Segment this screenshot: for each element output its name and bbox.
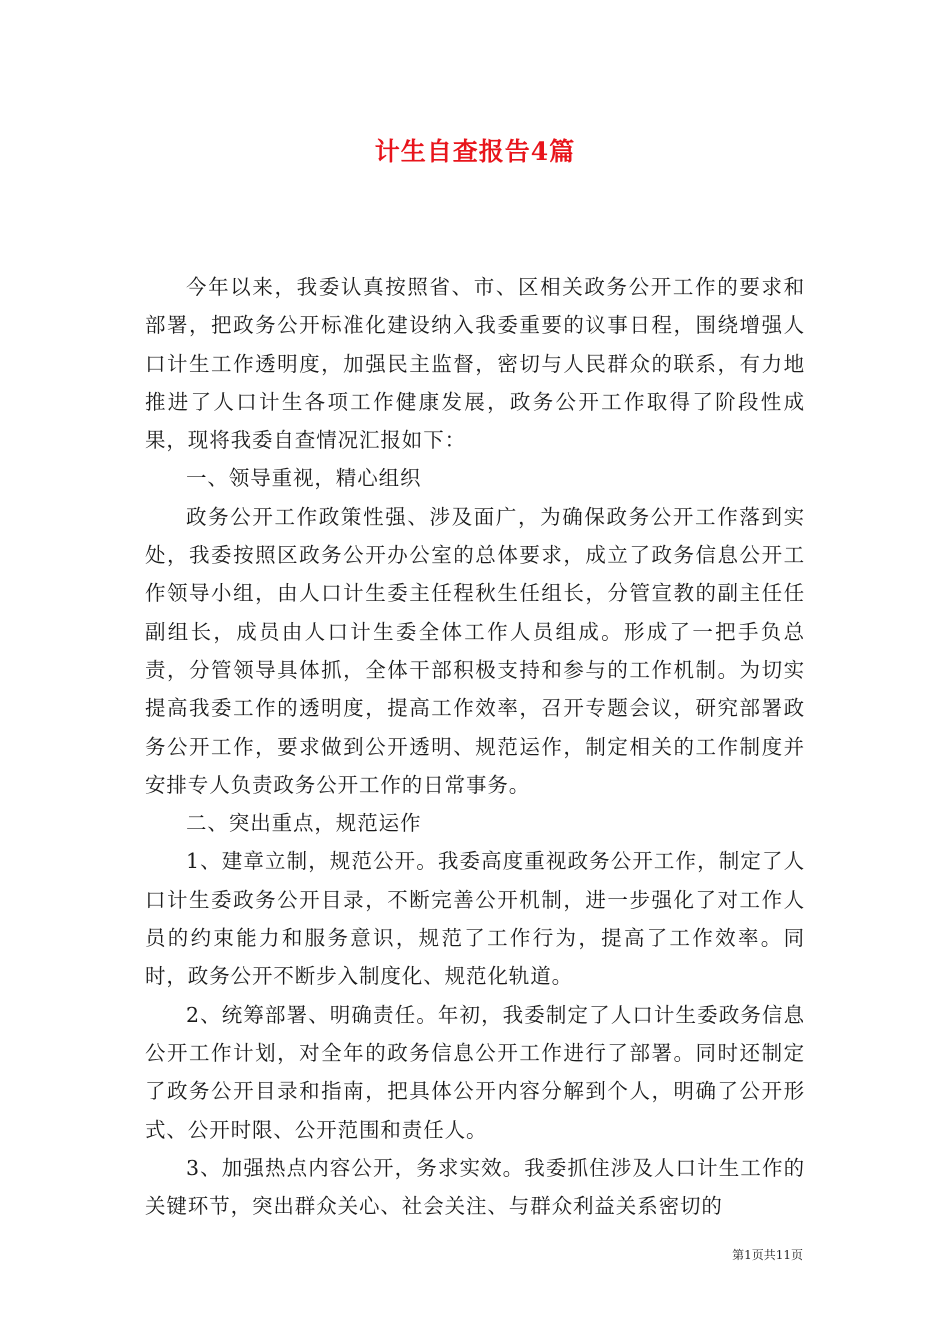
section-heading-2: 二、突出重点，规范运作 (186, 811, 422, 836)
document-body (145, 268, 805, 1225)
page-footer: 第1页共11页 (732, 1248, 803, 1262)
paragraph-item-3: 3、加强热点内容公开，务求实效。我委抓住涉及人口计生工作的关键环节，突出群众关心、社会关注、与群众利益关系密切的 (145, 1155, 805, 1219)
paragraph-item-2: 2、统筹部署、明确责任。年初，我委制定了人口计生委政务信息公开工作计划，对全年的政务信息公开工作进行了部署。同时还制定了政务公开目录和指南，把具体公开内容分解到个人，明确了公开形式、公开时限、公开范围和责任人。 (145, 1002, 805, 1142)
paragraph-item-1: 1、建章立制，规范公开。我委高度重视政务公开工作，制定了人口计生委政务公开目录，不断完善公开机制，进一步强化了对工作人员的约束能力和服务意识，规范了工作行为，提高了工作效率。同时，政务公开不断步入制度化、规范化轨道。 (145, 849, 805, 989)
paragraph-intro: 今年以来，我委认真按照省、市、区相关政务公开工作的要求和部署，把政务公开标准化建设纳入我委重要的议事日程，围绕增强人口计生工作透明度，加强民主监督，密切与人民群众的联系，有力地推进了人口计生各项工作健康发展，政务公开工作取得了阶段性成果，现将我委自查情况汇报如下： (145, 275, 805, 453)
document-title: 计生自查报告4篇 (374, 137, 576, 166)
section-heading-1: 一、领导重视，精心组织 (186, 466, 422, 491)
paragraph-section-1: 政务公开工作政策性强、涉及面广，为确保政务公开工作落到实处，我委按照区政务公开办公室的总体要求，成立了政务信息公开工作领导小组，由人口计生委主任程秋生任组长，分管宣教的副主任任副组长，成员由人口计生委全体工作人员组成。形成了一把手负总责，分管领导具体抓，全体干部积极支持和参与的工作机制。为切实提高我委工作的透明度，提高工作效率，召开专题会议，研究部署政务公开工作，要求做到公开透明、规范运作，制定相关的工作制度并安排专人负责政务公开工作的日常事务。 (145, 504, 805, 797)
